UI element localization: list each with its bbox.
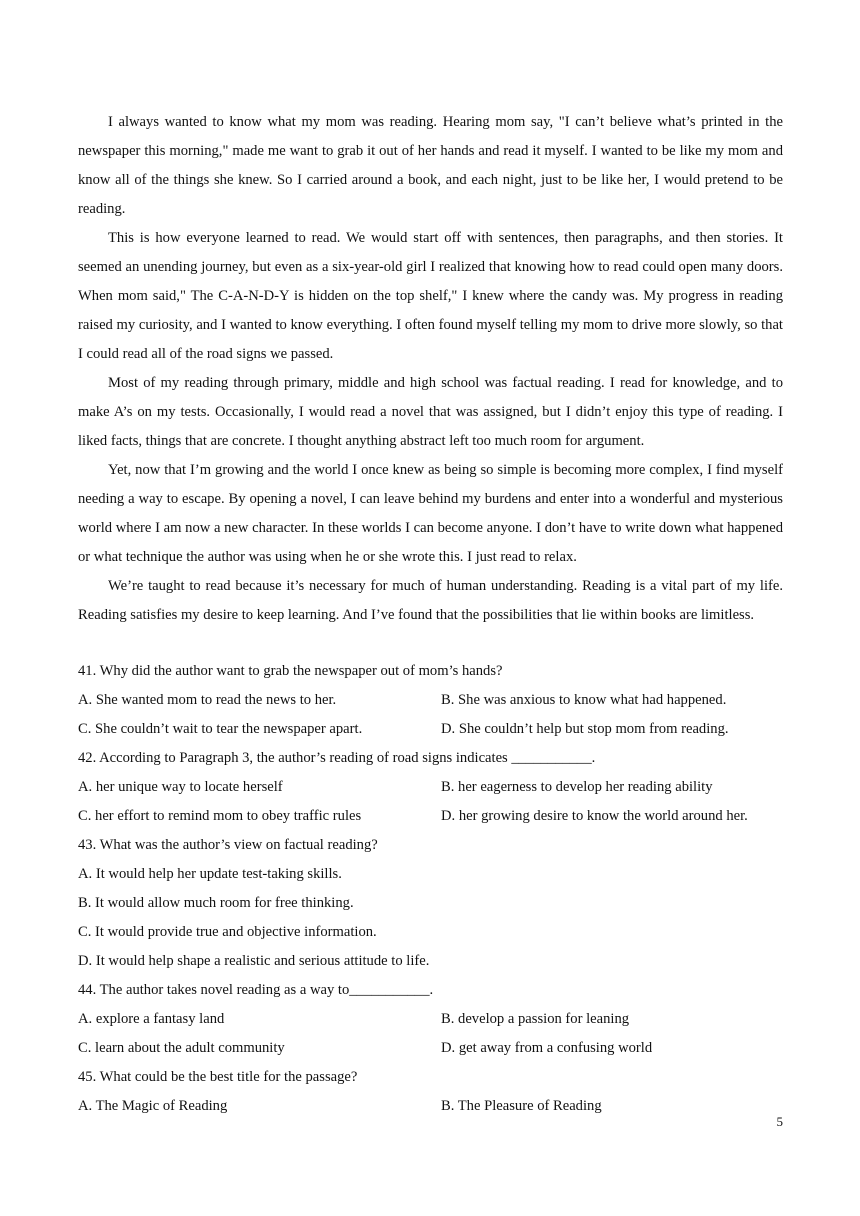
question-42-option-b: B. her eagerness to develop her reading ability [441,779,713,795]
passage-paragraph-4: Yet, now that I’m growing and the world I once knew as being so simple is becoming more complex, I find myself needing a way to escape. By opening a novel, I can leave behind my burdens and enter into a wonderful and mysterious world where I am now a new character. In these worlds I can become anyone. I don’t have to write down what happened or what technique the author was using when he or she wrote this. I just read to relax. [78,462,783,565]
question-45-option-b: B. The Pleasure of Reading [441,1098,602,1114]
question-42-option-a: A. her unique way to locate herself [78,779,283,795]
question-42-options-row-1 [78,773,783,802]
question-42-options-row-2 [78,802,783,831]
question-list [78,657,783,1121]
passage-paragraph-1: I always wanted to know what my mom was reading. Hearing mom say, "I can’t believe what’s printed in the newspaper this morning," made me want to grab it out of her hands and read it myself. I wanted to be like my mom and know all of the things she knew. So I carried around a book, and each night, just to be like her, I would pretend to be reading. [78,114,783,217]
passage-paragraph-5: We’re taught to read because it’s necessary for much of human understanding. Reading is a vital part of my life. Reading satisfies my desire to keep learning. And I’ve found that the possibilities that lie within books are limitless. [78,578,783,623]
question-42-option-d: D. her growing desire to know the world around her. [441,808,748,824]
question-41-option-a: A. She wanted mom to read the news to her. [78,692,337,708]
question-43-option-a: A. It would help her update test-taking skills. [78,866,342,882]
question-43-option-d: D. It would help shape a realistic and serious attitude to life. [78,953,430,969]
passage-paragraph-2: This is how everyone learned to read. We would start off with sentences, then paragraphs, and then stories. It seemed an unending journey, but even as a six-year-old girl I realized that knowing how to read could open many doors. When mom said," The C-A-N-D-Y is hidden on the top shelf," I knew where the candy was. My progress in reading raised my curiosity, and I wanted to know everything. I often found myself telling my mom to drive more slowly, so that I could read all of the road signs we passed. [78,230,783,362]
question-44-option-d: D. get away from a confusing world [441,1040,653,1056]
question-41-option-d: D. She couldn’t help but stop mom from reading. [441,721,729,737]
page-number: 5 [776,1114,783,1129]
question-41-stem: 41. Why did the author want to grab the newspaper out of mom’s hands? [78,663,503,679]
question-44-option-a: A. explore a fantasy land [78,1011,225,1027]
reading-passage [78,108,783,630]
question-45-options-row-1 [78,1092,783,1121]
question-42-stem: 42. According to Paragraph 3, the author’s reading of road signs indicates ___________. [78,750,596,766]
passage-paragraph-3: Most of my reading through primary, middle and high school was factual reading. I read for knowledge, and to make A’s on my tests. Occasionally, I would read a novel that was assigned, but I didn’t enjoy this type of reading. I liked facts, things that are concrete. I thought anything abstract left too much room for argument. [78,375,783,449]
question-43-option-c: C. It would provide true and objective information. [78,924,377,940]
question-44-options-row-2 [78,1034,783,1063]
question-41-options-row-1 [78,686,783,715]
question-41-option-b: B. She was anxious to know what had happened. [441,692,727,708]
question-41-options-row-2 [78,715,783,744]
question-41-option-c: C. She couldn’t wait to tear the newspaper apart. [78,721,363,737]
question-42-option-c: C. her effort to remind mom to obey traffic rules [78,808,362,824]
question-44-options-row-1 [78,1005,783,1034]
question-45-stem: 45. What could be the best title for the passage? [78,1069,358,1085]
question-43-option-b: B. It would allow much room for free thinking. [78,895,354,911]
question-45-option-a: A. The Magic of Reading [78,1098,228,1114]
question-44-option-c: C. learn about the adult community [78,1040,285,1056]
question-44-stem: 44. The author takes novel reading as a way to___________. [78,982,434,998]
question-44-option-b: B. develop a passion for leaning [441,1011,630,1027]
question-43-stem: 43. What was the author’s view on factual reading? [78,837,378,853]
